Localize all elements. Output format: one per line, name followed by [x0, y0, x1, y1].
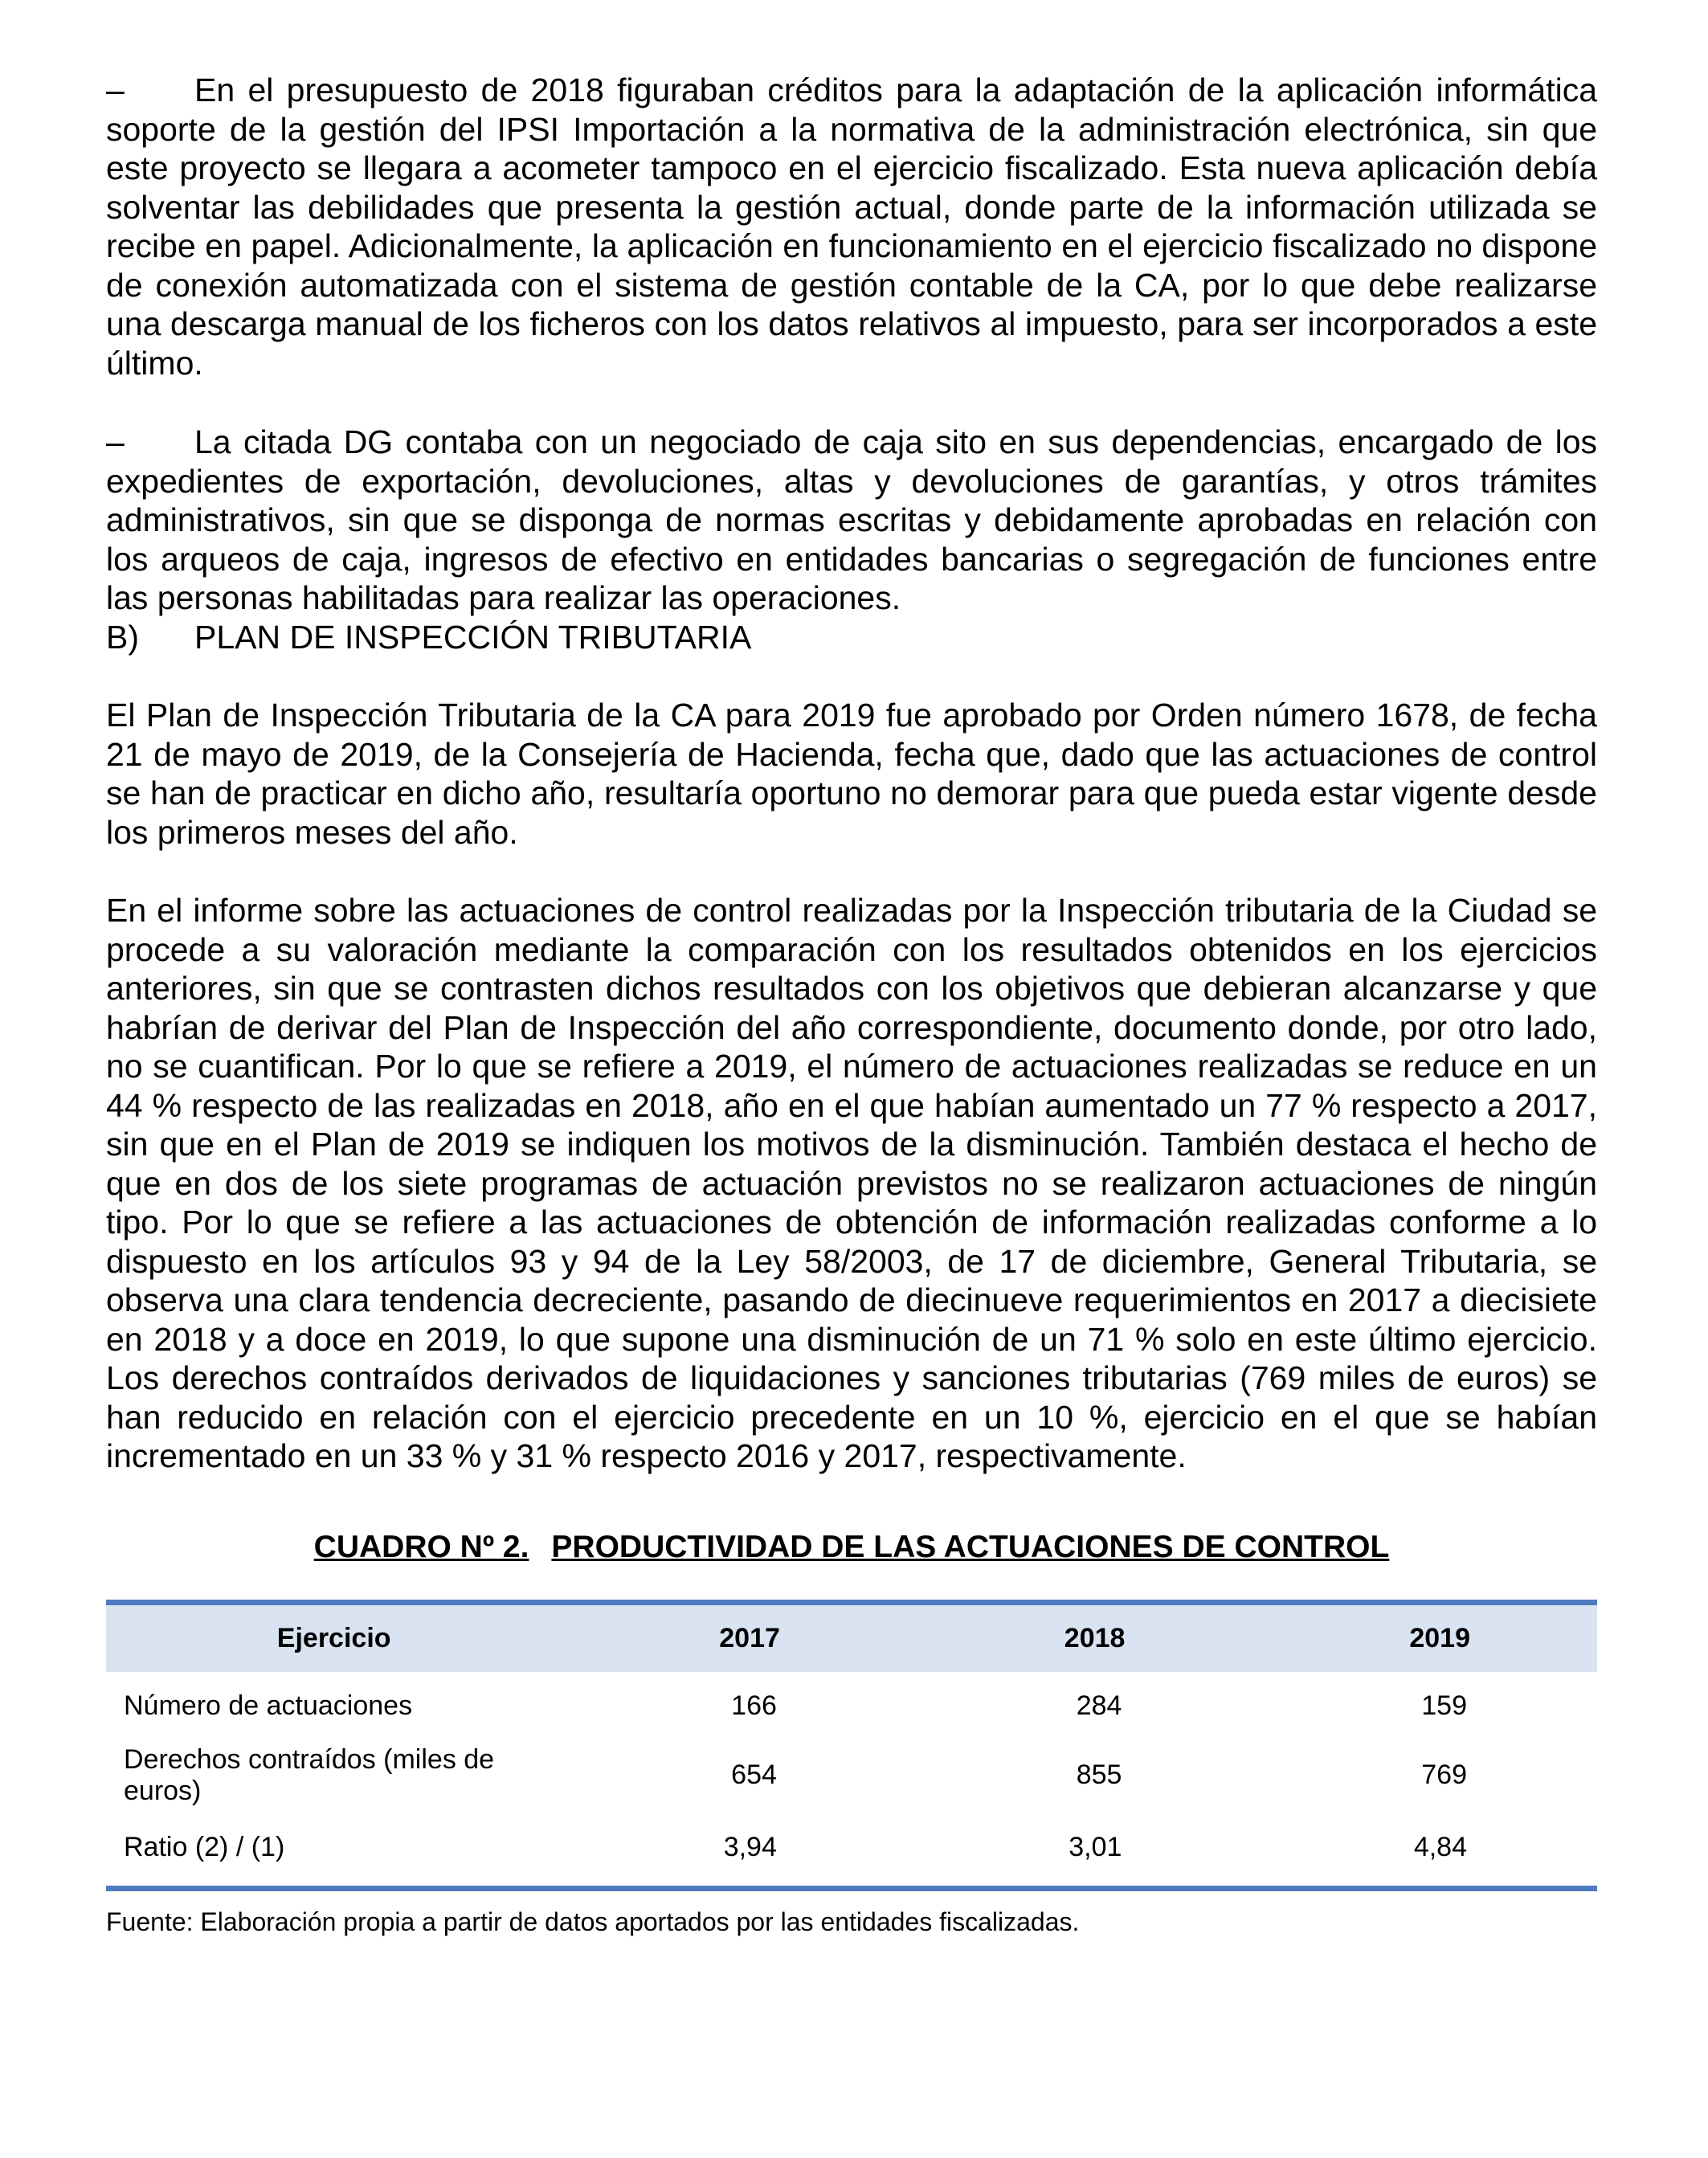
- table-cell: 654: [731, 1760, 777, 1790]
- header-cell: 2019: [1252, 1602, 1597, 1672]
- table-cell: 3,94: [562, 1810, 907, 1889]
- table-row: [106, 1672, 1597, 1741]
- bullet-text: En el presupuesto de 2018 figuraban créditos para la adaptación de la aplicación informática soporte de la gestión del IPSI Importación a la normativa de la administración electrónica, sin que este proyecto se llegara a acometer tampoco en el ejercicio fiscalizado. Esta nueva aplicación debía solventar las debilidades que presenta la gestión actual, donde parte de la información utilizada se recibe en papel. Adicionalmente, la aplicación en funcionamiento en el ejercicio fiscalizado no dispone de conexión automatizada con el sistema de gestión contable de la CA, por lo que debe realizarse una descarga manual de los ficheros con los datos relativos al impuesto, para ser incorporados a este último.: [106, 72, 1597, 382]
- bullet-paragraph-1: [106, 71, 1597, 382]
- table-cell: 3,01: [907, 1810, 1252, 1889]
- section-heading: [106, 618, 1597, 657]
- table-row: [106, 1741, 1597, 1810]
- bullet-text: La citada DG contaba con un negociado de caja sito en sus dependencias, encargado de los expedientes de exportación, devoluciones, altas y devoluciones de garantías, y otros trámites administrativos, sin que se disponga de normas escritas y debidamente aprobadas en relación con los arqueos de caja, ingresos de efectivo en entidades bancarias o segregación de funciones entre las personas habilitadas para realizar las operaciones.: [106, 423, 1597, 616]
- table-cell: 284: [1076, 1690, 1122, 1721]
- table-header-row: [106, 1602, 1597, 1672]
- table-cell: 4,84: [1252, 1810, 1597, 1889]
- header-cell: Ejercicio: [106, 1602, 562, 1672]
- table-cell: 855: [1076, 1760, 1122, 1790]
- table-title-number: CUADRO Nº 2.: [313, 1529, 529, 1564]
- paragraph-informe: En el informe sobre las actuaciones de control realizadas por la Inspección tributaria de la Ciudad se procede a su valoración mediante la comparación con los resultados obtenidos en los ejercicios anteriores, sin que se contrasten dichos resultados con los objetivos que debieran alcanzarse y que habrían de derivar del Plan de Inspección del año correspondiente, documento donde, por otro lado, no se cuantifican. Por lo que se refiere a 2019, el número de actuaciones realizadas se reduce en un 44 % respecto de las realizadas en 2018, año en el que habían aumentado un 77 % respecto a 2017, sin que en el Plan de 2019 se indiquen los motivos de la disminución. También destaca el hecho de que en dos de los siete programas de actuación previstos no se realizaron actuaciones de ningún tipo. Por lo que se refiere a las actuaciones de obtención de información realizadas conforme a lo dispuesto en los artículos 93 y 94 de la Ley 58/2003, de 17 de diciembre, General Tributaria, se observa una clara tendencia decreciente, pasando de diecinueve requerimientos en 2017 a diecisiete en 2018 y a doce en 2019, lo que supone una disminución de un 71 % solo en este último ejercicio. Los derechos contraídos derivados de liquidaciones y sanciones tributarias (769 miles de euros) se han reducido en relación con el ejercicio precedente en un 10 %, ejercicio en el que se habían incrementado en un 33 % y 31 % respecto 2016 y 2017, respectivamente.: [106, 892, 1597, 1474]
- bullet-marker: –: [106, 72, 125, 108]
- bullet-marker: –: [106, 423, 125, 460]
- section-title: PLAN DE INSPECCIÓN TRIBUTARIA: [194, 618, 752, 656]
- table-source-note: Fuente: Elaboración propia a partir de datos aportados por las entidades fiscalizadas.: [106, 1907, 1080, 1936]
- table-cell: 769: [1421, 1760, 1467, 1790]
- paragraph-plan: El Plan de Inspección Tributaria de la CA para 2019 fue aprobado por Orden número 1678, de fecha 21 de mayo de 2019, de la Consejería de Hacienda, fecha que, dado que las actuaciones de control se han de practicar en dicho año, resultaría oportuno no demorar para que pueda estar vigente desde los primeros meses del año.: [106, 697, 1597, 851]
- document-page: [106, 71, 1597, 1938]
- row-label: Derechos contraídos (miles de euros): [124, 1743, 495, 1806]
- table-cell: 166: [731, 1690, 777, 1721]
- table-row: [106, 1810, 1597, 1889]
- row-label: Ratio (2) / (1): [106, 1810, 562, 1889]
- row-label: Número de actuaciones: [124, 1690, 413, 1721]
- bullet-paragraph-2: [106, 423, 1597, 618]
- header-cell: 2018: [907, 1602, 1252, 1672]
- table-title: [106, 1529, 1597, 1566]
- header-cell: 2017: [562, 1602, 907, 1672]
- section-letter: B): [106, 618, 139, 656]
- productivity-table: [106, 1600, 1597, 1891]
- table-cell: 159: [1421, 1690, 1467, 1721]
- table-title-text: PRODUCTIVIDAD DE LAS ACTUACIONES DE CONTROL: [551, 1529, 1390, 1564]
